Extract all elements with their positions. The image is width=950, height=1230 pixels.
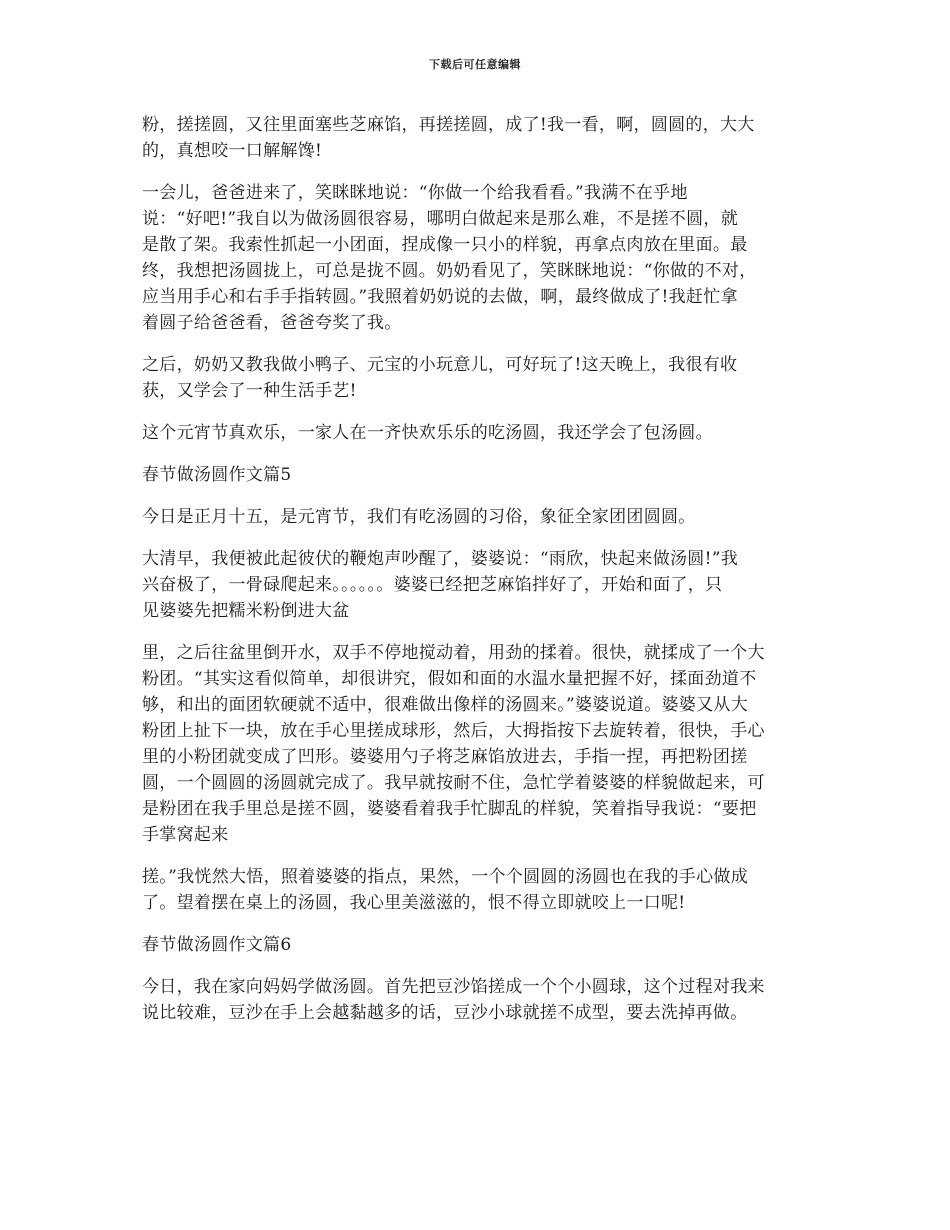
paragraph	[142, 504, 810, 530]
text-line: 够，和出的面团软硬就不适中，很难做出像样的汤圆来。”婆婆说道。婆婆又从大	[142, 695, 748, 715]
text-line: 今日是正月十五，是元宵节，我们有吃汤圆的习俗，象征全家团团圆圆。	[142, 507, 696, 527]
text-line: 终，我想把汤圆拢上，可总是拢不圆。奶奶看见了，笑眯眯地说：“你做的不对，	[142, 261, 757, 281]
text-line: 粉团上扯下一块，放在手心里搓成球形，然后，大拇指按下去旋转着，很快，手心	[142, 721, 765, 741]
text-line: 春节做汤圆作文篇6	[142, 935, 292, 955]
text-line: 粉团。“其实这看似简单，却很讲究，假如和面的水温水量把握不好，揉面劲道不	[142, 669, 757, 689]
text-line: 圆，一个圆圆的汤圆就完成了。我早就按耐不住，急忙学着婆婆的样貌做起来，可	[142, 773, 765, 793]
text-line: 粉，搓搓圆，又往里面塞些芝麻馅，再搓搓圆，成了!我一看，啊，圆圆的，大大	[142, 115, 755, 135]
paragraph	[142, 546, 810, 624]
text-line: 说比较难，豆沙在手上会越黏越多的话，豆沙小球就搓不成型，要去洗掉再做。	[142, 1003, 748, 1023]
text-line: 春节做汤圆作文篇5	[142, 465, 292, 485]
section-heading	[142, 462, 810, 488]
text-line: 搓。”我恍然大悟，照着婆婆的指点，果然，一个个圆圆的汤圆也在我的手心做成	[142, 867, 748, 887]
text-line: 的，真想咬一口解解馋!	[142, 141, 323, 161]
paragraph	[142, 640, 810, 848]
text-line: 说：“好吧!”我自以为做汤圆很容易，哪明白做起来是那么难，不是搓不圆，就	[142, 209, 739, 229]
text-line: 里的小粉团就变成了凹形。婆婆用勺子将芝麻馅放进去，手指一捏，再把粉团搓	[142, 747, 748, 767]
paragraph	[142, 864, 810, 916]
section-heading	[142, 932, 810, 958]
text-line: 之后，奶奶又教我做小鸭子、元宝的小玩意儿，可好玩了!这天晚上，我很有收	[142, 355, 738, 375]
text-line: 一会儿，爸爸进来了，笑眯眯地说：“你做一个给我看看。”我满不在乎地	[142, 183, 688, 203]
text-line: 今日，我在家向妈妈学做汤圆。首先把豆沙馅搓成一个个小圆球，这个过程对我来	[142, 977, 765, 997]
paragraph	[142, 180, 810, 336]
paragraph	[142, 420, 810, 446]
document-body	[142, 112, 810, 1042]
page-header: 下载后可任意编辑	[429, 58, 521, 71]
text-line: 获，又学会了一种生活手艺!	[142, 381, 357, 401]
text-line: 手掌窝起来	[142, 825, 229, 845]
text-line: 是散了架。我索性抓起一小团面，捏成像一只小的样貌，再拿点肉放在里面。最	[142, 235, 748, 255]
text-line: 应当用手心和右手手指转圆。”我照着奶奶说的去做，啊，最终做成了!我赶忙拿	[142, 287, 738, 307]
text-line: 是粉团在我手里总是搓不圆，婆婆看着我手忙脚乱的样貌，笑着指导我说：“要把	[142, 799, 757, 819]
paragraph	[142, 112, 810, 164]
text-line: 着圆子给爸爸看，爸爸夸奖了我。	[142, 313, 402, 333]
text-line: 了。望着摆在桌上的汤圆，我心里美滋滋的，恨不得立即就咬上一口呢!	[142, 893, 686, 913]
paragraph	[142, 974, 810, 1026]
text-line: 里，之后往盆里倒开水，双手不停地搅动着，用劲的揉着。很快，就揉成了一个大	[142, 643, 765, 663]
text-line: 兴奋极了，一骨碌爬起来。。。。。。婆婆已经把芝麻馅拌好了，开始和面了，只	[142, 575, 723, 595]
text-line: 这个元宵节真欢乐，一家人在一齐快欢乐乐的吃汤圆，我还学会了包汤圆。	[142, 423, 713, 443]
paragraph	[142, 352, 810, 404]
text-line: 见婆婆先把糯米粉倒进大盆	[142, 601, 350, 621]
text-line: 大清早，我便被此起彼伏的鞭炮声吵醒了，婆婆说：“雨欣，快起来做汤圆!”我	[142, 549, 739, 569]
